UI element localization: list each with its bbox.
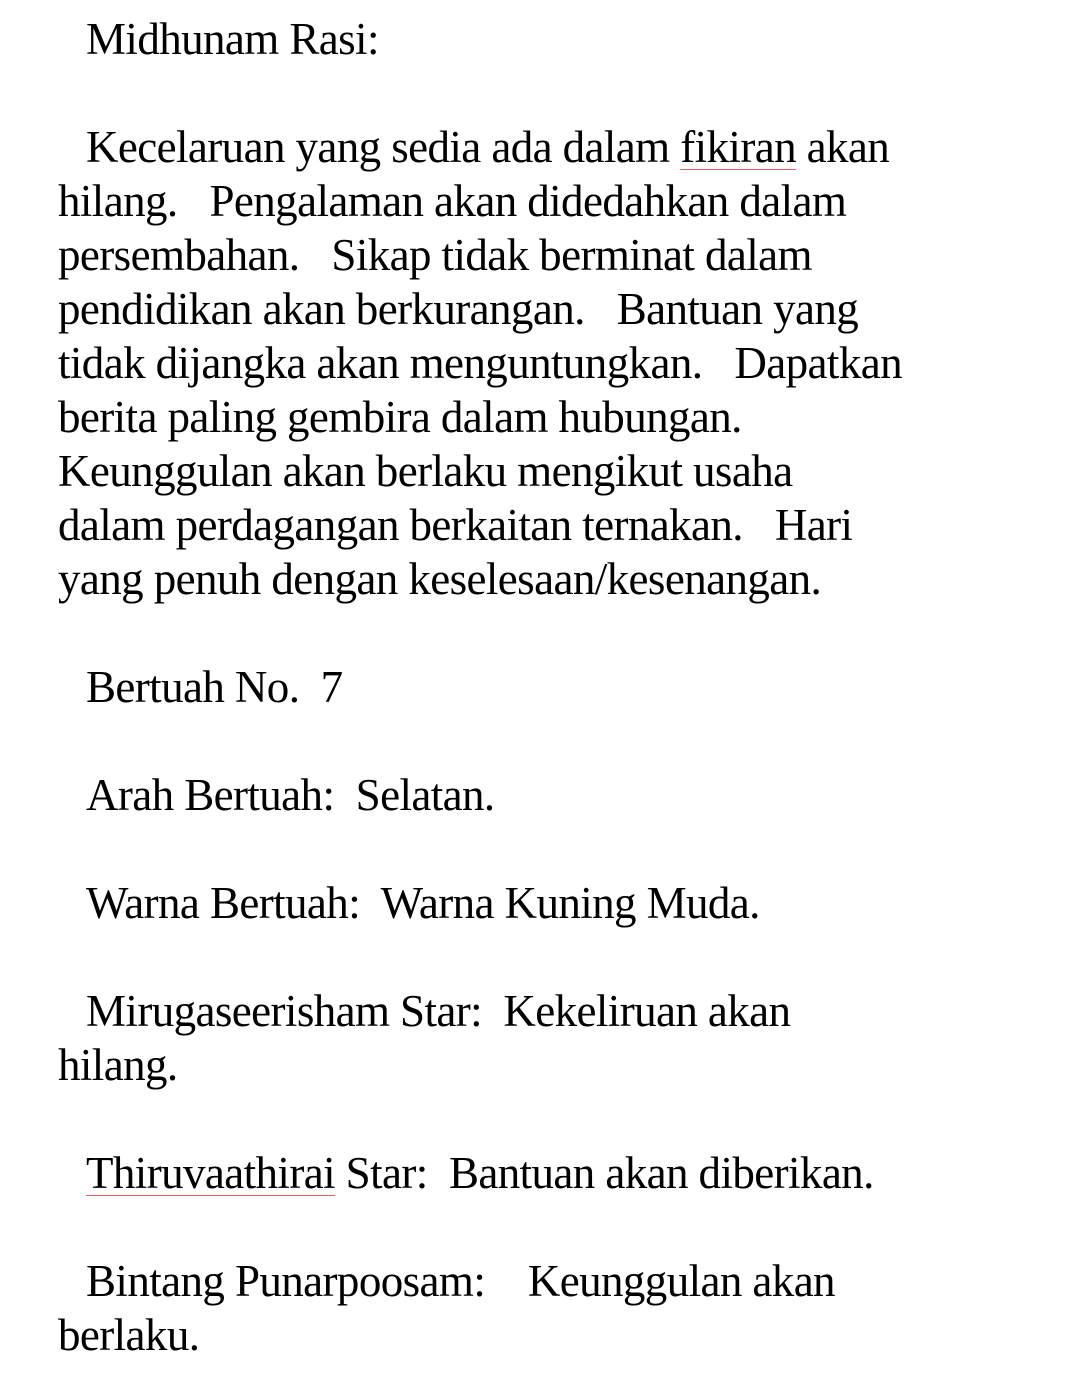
forecast-line-1 (72, 120, 1032, 174)
lucky-number: Bertuah No. 7 (86, 662, 343, 712)
forecast-line-7: Keunggulan akan berlaku mengikut usaha (58, 446, 793, 496)
star-mirugaseerisham (58, 984, 1032, 1092)
forecast-text: akan (795, 122, 890, 172)
document-page (58, 12, 1032, 1362)
star-thiruvaathirai (72, 1146, 1032, 1200)
spellcheck-word: Thiruvaathirai (86, 1148, 335, 1198)
spellcheck-word: fikiran (680, 122, 796, 172)
star-line-1: Mirugaseerisham Star: Kekeliruan akan (86, 986, 791, 1036)
heading-text: Midhunam Rasi: (86, 14, 379, 64)
forecast-paragraph (58, 120, 1032, 606)
forecast-line-9: yang penuh dengan keselesaan/kesenangan. (58, 554, 822, 604)
forecast-line-8: dalam perdagangan berkaitan ternakan. Hari (58, 500, 853, 550)
forecast-line-3: persembahan. Sikap tidak berminat dalam (58, 230, 812, 280)
forecast-line-5: tidak dijangka akan menguntungkan. Dapatkan (58, 338, 902, 388)
forecast-line-2: hilang. Pengalaman akan didedahkan dalam (58, 176, 847, 226)
star-text: Star: Bantuan akan diberikan. (335, 1148, 874, 1198)
lucky-direction: Arah Bertuah: Selatan. (86, 770, 495, 820)
star-punarpoosam (58, 1254, 1032, 1362)
star-line-2: berlaku. (58, 1310, 200, 1360)
forecast-line-4: pendidikan akan berkurangan. Bantuan yang (58, 284, 859, 334)
forecast-line-6: berita paling gembira dalam hubungan. (58, 392, 742, 442)
heading-rasi (72, 12, 1032, 66)
star-line-1: Bintang Punarpoosam: Keunggulan akan (86, 1256, 835, 1306)
forecast-text: Kecelaruan yang sedia ada dalam (86, 122, 681, 172)
star-line-2: hilang. (58, 1040, 178, 1090)
lucky-color: Warna Bertuah: Warna Kuning Muda. (86, 878, 760, 928)
